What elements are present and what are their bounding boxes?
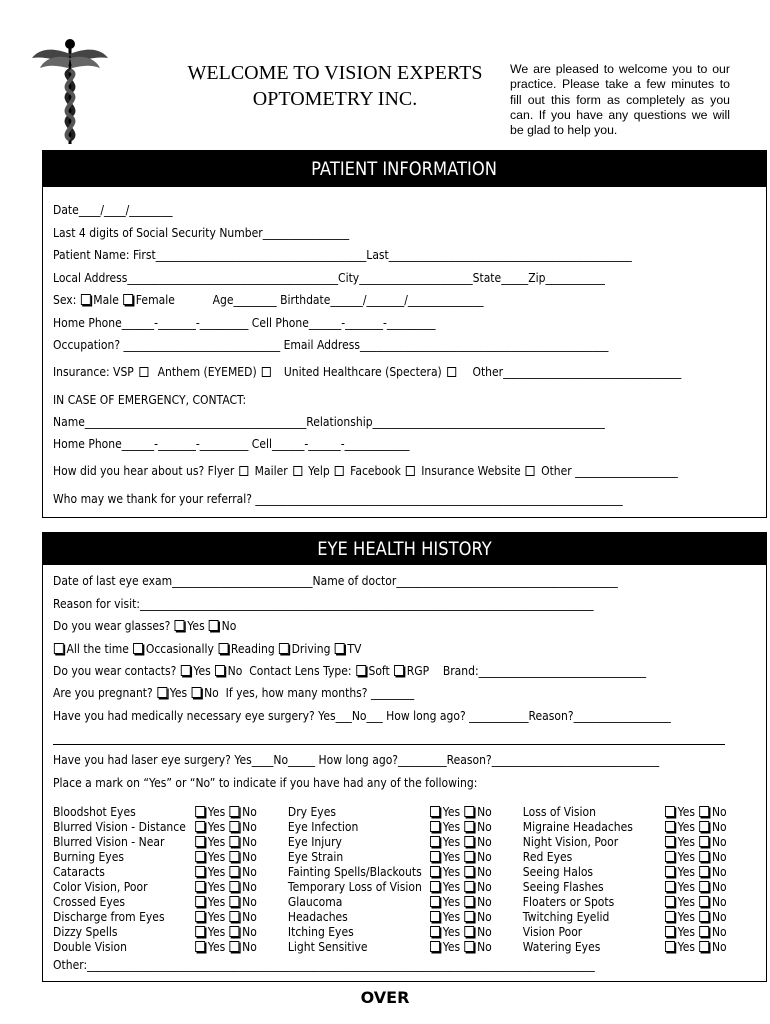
no-checkbox[interactable] xyxy=(464,926,474,937)
condition-label: Glaucoma xyxy=(287,895,343,909)
eye-health-section xyxy=(42,532,767,982)
all-the-time-checkbox[interactable] xyxy=(54,643,64,654)
no-checkbox[interactable] xyxy=(699,941,709,952)
yes-no-options: Yes No xyxy=(664,835,727,849)
condition-label: Migraine Headaches xyxy=(522,820,633,834)
yes-checkbox[interactable] xyxy=(665,896,675,907)
soft-checkbox[interactable] xyxy=(356,665,366,676)
yes-no-options: Yes No xyxy=(429,910,492,924)
no-checkbox[interactable] xyxy=(464,866,474,877)
condition-label: Red Eyes xyxy=(522,850,573,864)
yes-checkbox[interactable] xyxy=(195,866,205,877)
no-checkbox[interactable] xyxy=(230,821,240,832)
yes-checkbox[interactable] xyxy=(195,836,205,847)
condition-label: Bloodshot Eyes xyxy=(53,805,136,819)
no-checkbox[interactable] xyxy=(464,821,474,832)
condition-label: Blurred Vision - Near xyxy=(53,835,165,849)
condition-label: Burning Eyes xyxy=(53,850,124,864)
yes-no-options: Yes No xyxy=(664,895,727,909)
no-checkbox[interactable] xyxy=(699,896,709,907)
condition-label: Cataracts xyxy=(53,865,105,879)
blank-line[interactable] xyxy=(53,744,725,745)
glasses-yes-checkbox[interactable] xyxy=(175,620,185,631)
title-line-2: OPTOMETRY INC. xyxy=(252,88,418,110)
mailer-checkbox[interactable] xyxy=(293,466,302,476)
yes-no-options: Yes No xyxy=(194,925,257,939)
yes-no-options: Yes No xyxy=(194,850,257,864)
yes-checkbox[interactable] xyxy=(195,851,205,862)
no-checkbox[interactable] xyxy=(230,911,240,922)
united-healthcare-checkbox[interactable] xyxy=(447,367,456,377)
yes-checkbox[interactable] xyxy=(430,836,440,847)
no-checkbox[interactable] xyxy=(230,836,240,847)
condition-label: Twitching Eyelid xyxy=(522,910,610,924)
laser-surgery-field[interactable]: Have you had laser eye surgery? Yes____No_____ How long ago?_________Reason?_______________________________ xyxy=(53,753,660,767)
over-label: OVER xyxy=(360,988,410,1007)
yes-checkbox[interactable] xyxy=(195,821,205,832)
condition-label: Light Sensitive xyxy=(287,940,368,954)
condition-label: Double Vision xyxy=(53,940,127,954)
glasses-use-row: All the time Occasionally Reading Driving TV xyxy=(53,642,361,656)
no-checkbox[interactable] xyxy=(699,836,709,847)
yes-checkbox[interactable] xyxy=(665,866,675,877)
no-checkbox[interactable] xyxy=(699,806,709,817)
yes-checkbox[interactable] xyxy=(665,881,675,892)
eye-surgery-field[interactable]: Have you had medically necessary eye surgery? Yes___No___ How long ago? ___________Reason?__________________ xyxy=(53,709,671,723)
yes-checkbox[interactable] xyxy=(195,806,205,817)
no-checkbox[interactable] xyxy=(464,851,474,862)
yes-checkbox[interactable] xyxy=(195,881,205,892)
contacts-yes-checkbox[interactable] xyxy=(181,665,191,676)
condition-label: Seeing Halos xyxy=(522,865,594,879)
reason-field[interactable]: Reason for visit:____________________________________________________________________________________ xyxy=(53,597,594,611)
condition-label: Blurred Vision - Distance xyxy=(53,820,186,834)
condition-label: Watering Eyes xyxy=(522,940,601,954)
condition-label: Eye Strain xyxy=(287,850,344,864)
no-checkbox[interactable] xyxy=(464,911,474,922)
contacts-row: Do you wear contacts? Yes No Contact Lens Type: Soft RGP Brand:_______________________________ xyxy=(53,664,647,678)
condition-label: Discharge from Eyes xyxy=(53,910,165,924)
yes-no-options: Yes No xyxy=(664,805,727,819)
condition-label: Night Vision, Poor xyxy=(522,835,619,849)
no-checkbox[interactable] xyxy=(699,926,709,937)
yes-checkbox[interactable] xyxy=(665,941,675,952)
yes-no-options: Yes No xyxy=(194,835,257,849)
pregnant-yes-checkbox[interactable] xyxy=(157,687,167,698)
no-checkbox[interactable] xyxy=(230,926,240,937)
condition-label: Itching Eyes xyxy=(287,925,354,939)
insurance-website-checkbox[interactable] xyxy=(526,466,535,476)
male-checkbox[interactable] xyxy=(81,294,91,305)
flyer-checkbox[interactable] xyxy=(240,466,249,476)
no-checkbox[interactable] xyxy=(230,941,240,952)
yes-no-options: Yes No xyxy=(664,925,727,939)
yes-no-options: Yes No xyxy=(664,865,727,879)
yes-checkbox[interactable] xyxy=(195,926,205,937)
facebook-checkbox[interactable] xyxy=(406,466,415,476)
caduceus-logo xyxy=(30,36,110,148)
no-checkbox[interactable] xyxy=(699,911,709,922)
yes-no-options: Yes No xyxy=(194,805,257,819)
no-checkbox[interactable] xyxy=(464,941,474,952)
no-checkbox[interactable] xyxy=(464,806,474,817)
yes-no-options: Yes No xyxy=(664,820,727,834)
home-cell-phone-field[interactable]: Home Phone______-_______-_________ Cell Phone______-_______-_________ xyxy=(53,316,436,330)
no-checkbox[interactable] xyxy=(699,851,709,862)
glasses-no-checkbox[interactable] xyxy=(209,620,219,631)
patient-info-heading: PATIENT INFORMATION xyxy=(311,158,498,180)
no-checkbox[interactable] xyxy=(464,836,474,847)
anthem-checkbox[interactable] xyxy=(262,367,271,377)
glasses-row: Do you wear glasses? Yes No xyxy=(53,619,237,633)
yes-no-options: Yes No xyxy=(429,940,492,954)
date-field[interactable]: Date____/____/________ xyxy=(53,203,173,217)
yes-checkbox[interactable] xyxy=(665,806,675,817)
yes-no-options: Yes No xyxy=(194,880,257,894)
no-checkbox[interactable] xyxy=(699,881,709,892)
condition-label: Seeing Flashes xyxy=(522,880,604,894)
no-checkbox[interactable] xyxy=(464,896,474,907)
tv-checkbox[interactable] xyxy=(335,643,345,654)
patient-info-section xyxy=(42,150,767,518)
emergency-heading: IN CASE OF EMERGENCY, CONTACT: xyxy=(53,393,247,407)
yes-no-options: Yes No xyxy=(429,835,492,849)
yes-no-options: Yes No xyxy=(429,820,492,834)
condition-label: Headaches xyxy=(287,910,348,924)
no-checkbox[interactable] xyxy=(464,881,474,892)
yes-no-options: Yes No xyxy=(194,820,257,834)
emergency-name-field[interactable]: Name_________________________________________Relationship___________________________________________ xyxy=(53,415,605,429)
condition-label: Dry Eyes xyxy=(287,805,336,819)
condition-label: Temporary Loss of Vision xyxy=(287,880,422,894)
yes-no-options: Yes No xyxy=(664,910,727,924)
condition-label: Dizzy Spells xyxy=(53,925,118,939)
yes-no-options: Yes No xyxy=(429,865,492,879)
condition-label: Fainting Spells/Blackouts xyxy=(287,865,422,879)
yes-no-options: Yes No xyxy=(194,940,257,954)
yes-no-options: Yes No xyxy=(664,880,727,894)
no-checkbox[interactable] xyxy=(230,806,240,817)
title-line-1: WELCOME TO VISION EXPERTS xyxy=(187,62,483,84)
rgp-checkbox[interactable] xyxy=(394,665,404,676)
other-conditions-field[interactable]: Other:______________________________________________________________________________________________ xyxy=(53,958,595,972)
ssn-field[interactable]: Last 4 digits of Social Security Number________________ xyxy=(53,226,350,240)
condition-label: Color Vision, Poor xyxy=(53,880,148,894)
female-checkbox[interactable] xyxy=(123,294,133,305)
condition-label: Eye Infection xyxy=(287,820,359,834)
no-checkbox[interactable] xyxy=(230,851,240,862)
yes-checkbox[interactable] xyxy=(665,911,675,922)
page-title xyxy=(180,60,490,112)
yes-checkbox[interactable] xyxy=(430,911,440,922)
no-checkbox[interactable] xyxy=(230,881,240,892)
yelp-checkbox[interactable] xyxy=(335,466,344,476)
eye-health-heading: EYE HEALTH HISTORY xyxy=(317,538,492,560)
yes-no-options: Yes No xyxy=(194,895,257,909)
yes-no-options: Yes No xyxy=(429,805,492,819)
yes-no-options: Yes No xyxy=(664,940,727,954)
referral-thanks-field[interactable]: Who may we thank for your referral? ____________________________________________________________________ xyxy=(53,492,623,506)
yes-checkbox[interactable] xyxy=(195,941,205,952)
vsp-checkbox[interactable] xyxy=(139,367,148,377)
yes-checkbox[interactable] xyxy=(195,896,205,907)
condition-label: Crossed Eyes xyxy=(53,895,126,909)
sex-age-birthdate-row: Sex: Male Female Age________ Birthdate______/_______/______________ xyxy=(53,293,484,307)
condition-label: Floaters or Spots xyxy=(522,895,615,909)
referral-source-row: How did you hear about us? Flyer Mailer Yelp Facebook Insurance Website Other ___________________ xyxy=(53,464,678,478)
no-checkbox[interactable] xyxy=(230,896,240,907)
yes-checkbox[interactable] xyxy=(430,941,440,952)
contacts-no-checkbox[interactable] xyxy=(215,665,225,676)
occasionally-checkbox[interactable] xyxy=(133,643,143,654)
yes-checkbox[interactable] xyxy=(430,896,440,907)
intro-text: We are pleased to welcome you to our practice. Please take a few minutes to fill out this form as completely as you can. If you have any questions we will be glad to help you. xyxy=(510,62,730,138)
yes-checkbox[interactable] xyxy=(430,806,440,817)
driving-checkbox[interactable] xyxy=(279,643,289,654)
yes-checkbox[interactable] xyxy=(430,866,440,877)
last-exam-field[interactable]: Date of last eye exam__________________________Name of doctor_________________________________________ xyxy=(53,574,618,588)
pregnant-no-checkbox[interactable] xyxy=(191,687,201,698)
insurance-row: Insurance: VSP Anthem (EYEMED) United Healthcare (Spectera) Other_________________________________ xyxy=(53,365,682,379)
emergency-phone-field[interactable]: Home Phone______-_______-_________ Cell______-______-____________ xyxy=(53,437,410,451)
reading-checkbox[interactable] xyxy=(218,643,228,654)
yes-no-options: Yes No xyxy=(194,910,257,924)
yes-checkbox[interactable] xyxy=(430,881,440,892)
yes-no-options: Yes No xyxy=(429,895,492,909)
no-checkbox[interactable] xyxy=(699,821,709,832)
yes-checkbox[interactable] xyxy=(665,926,675,937)
patient-name-field[interactable]: Patient Name: First_______________________________________Last_____________________________________________ xyxy=(53,248,632,262)
yes-checkbox[interactable] xyxy=(195,911,205,922)
condition-label: Eye Injury xyxy=(287,835,342,849)
yes-checkbox[interactable] xyxy=(665,851,675,862)
no-checkbox[interactable] xyxy=(230,866,240,877)
occupation-email-field[interactable]: Occupation? _____________________________ Email Address______________________________________________ xyxy=(53,338,609,352)
yes-no-options: Yes No xyxy=(429,850,492,864)
pregnant-row: Are you pregnant? Yes No If yes, how many months? ________ xyxy=(53,686,415,700)
yes-checkbox[interactable] xyxy=(430,851,440,862)
conditions-instructions: Place a mark on “Yes” or “No” to indicate if you have had any of the following: xyxy=(53,776,478,790)
condition-label: Loss of Vision xyxy=(522,805,596,819)
no-checkbox[interactable] xyxy=(699,866,709,877)
yes-checkbox[interactable] xyxy=(430,926,440,937)
address-field[interactable]: Local Address_______________________________________City_____________________State_____Zip___________ xyxy=(53,271,605,285)
yes-no-options: Yes No xyxy=(429,880,492,894)
yes-checkbox[interactable] xyxy=(430,821,440,832)
yes-no-options: Yes No xyxy=(429,925,492,939)
yes-no-options: Yes No xyxy=(194,865,257,879)
yes-checkbox[interactable] xyxy=(665,821,675,832)
yes-no-options: Yes No xyxy=(664,850,727,864)
yes-checkbox[interactable] xyxy=(665,836,675,847)
condition-label: Vision Poor xyxy=(522,925,583,939)
